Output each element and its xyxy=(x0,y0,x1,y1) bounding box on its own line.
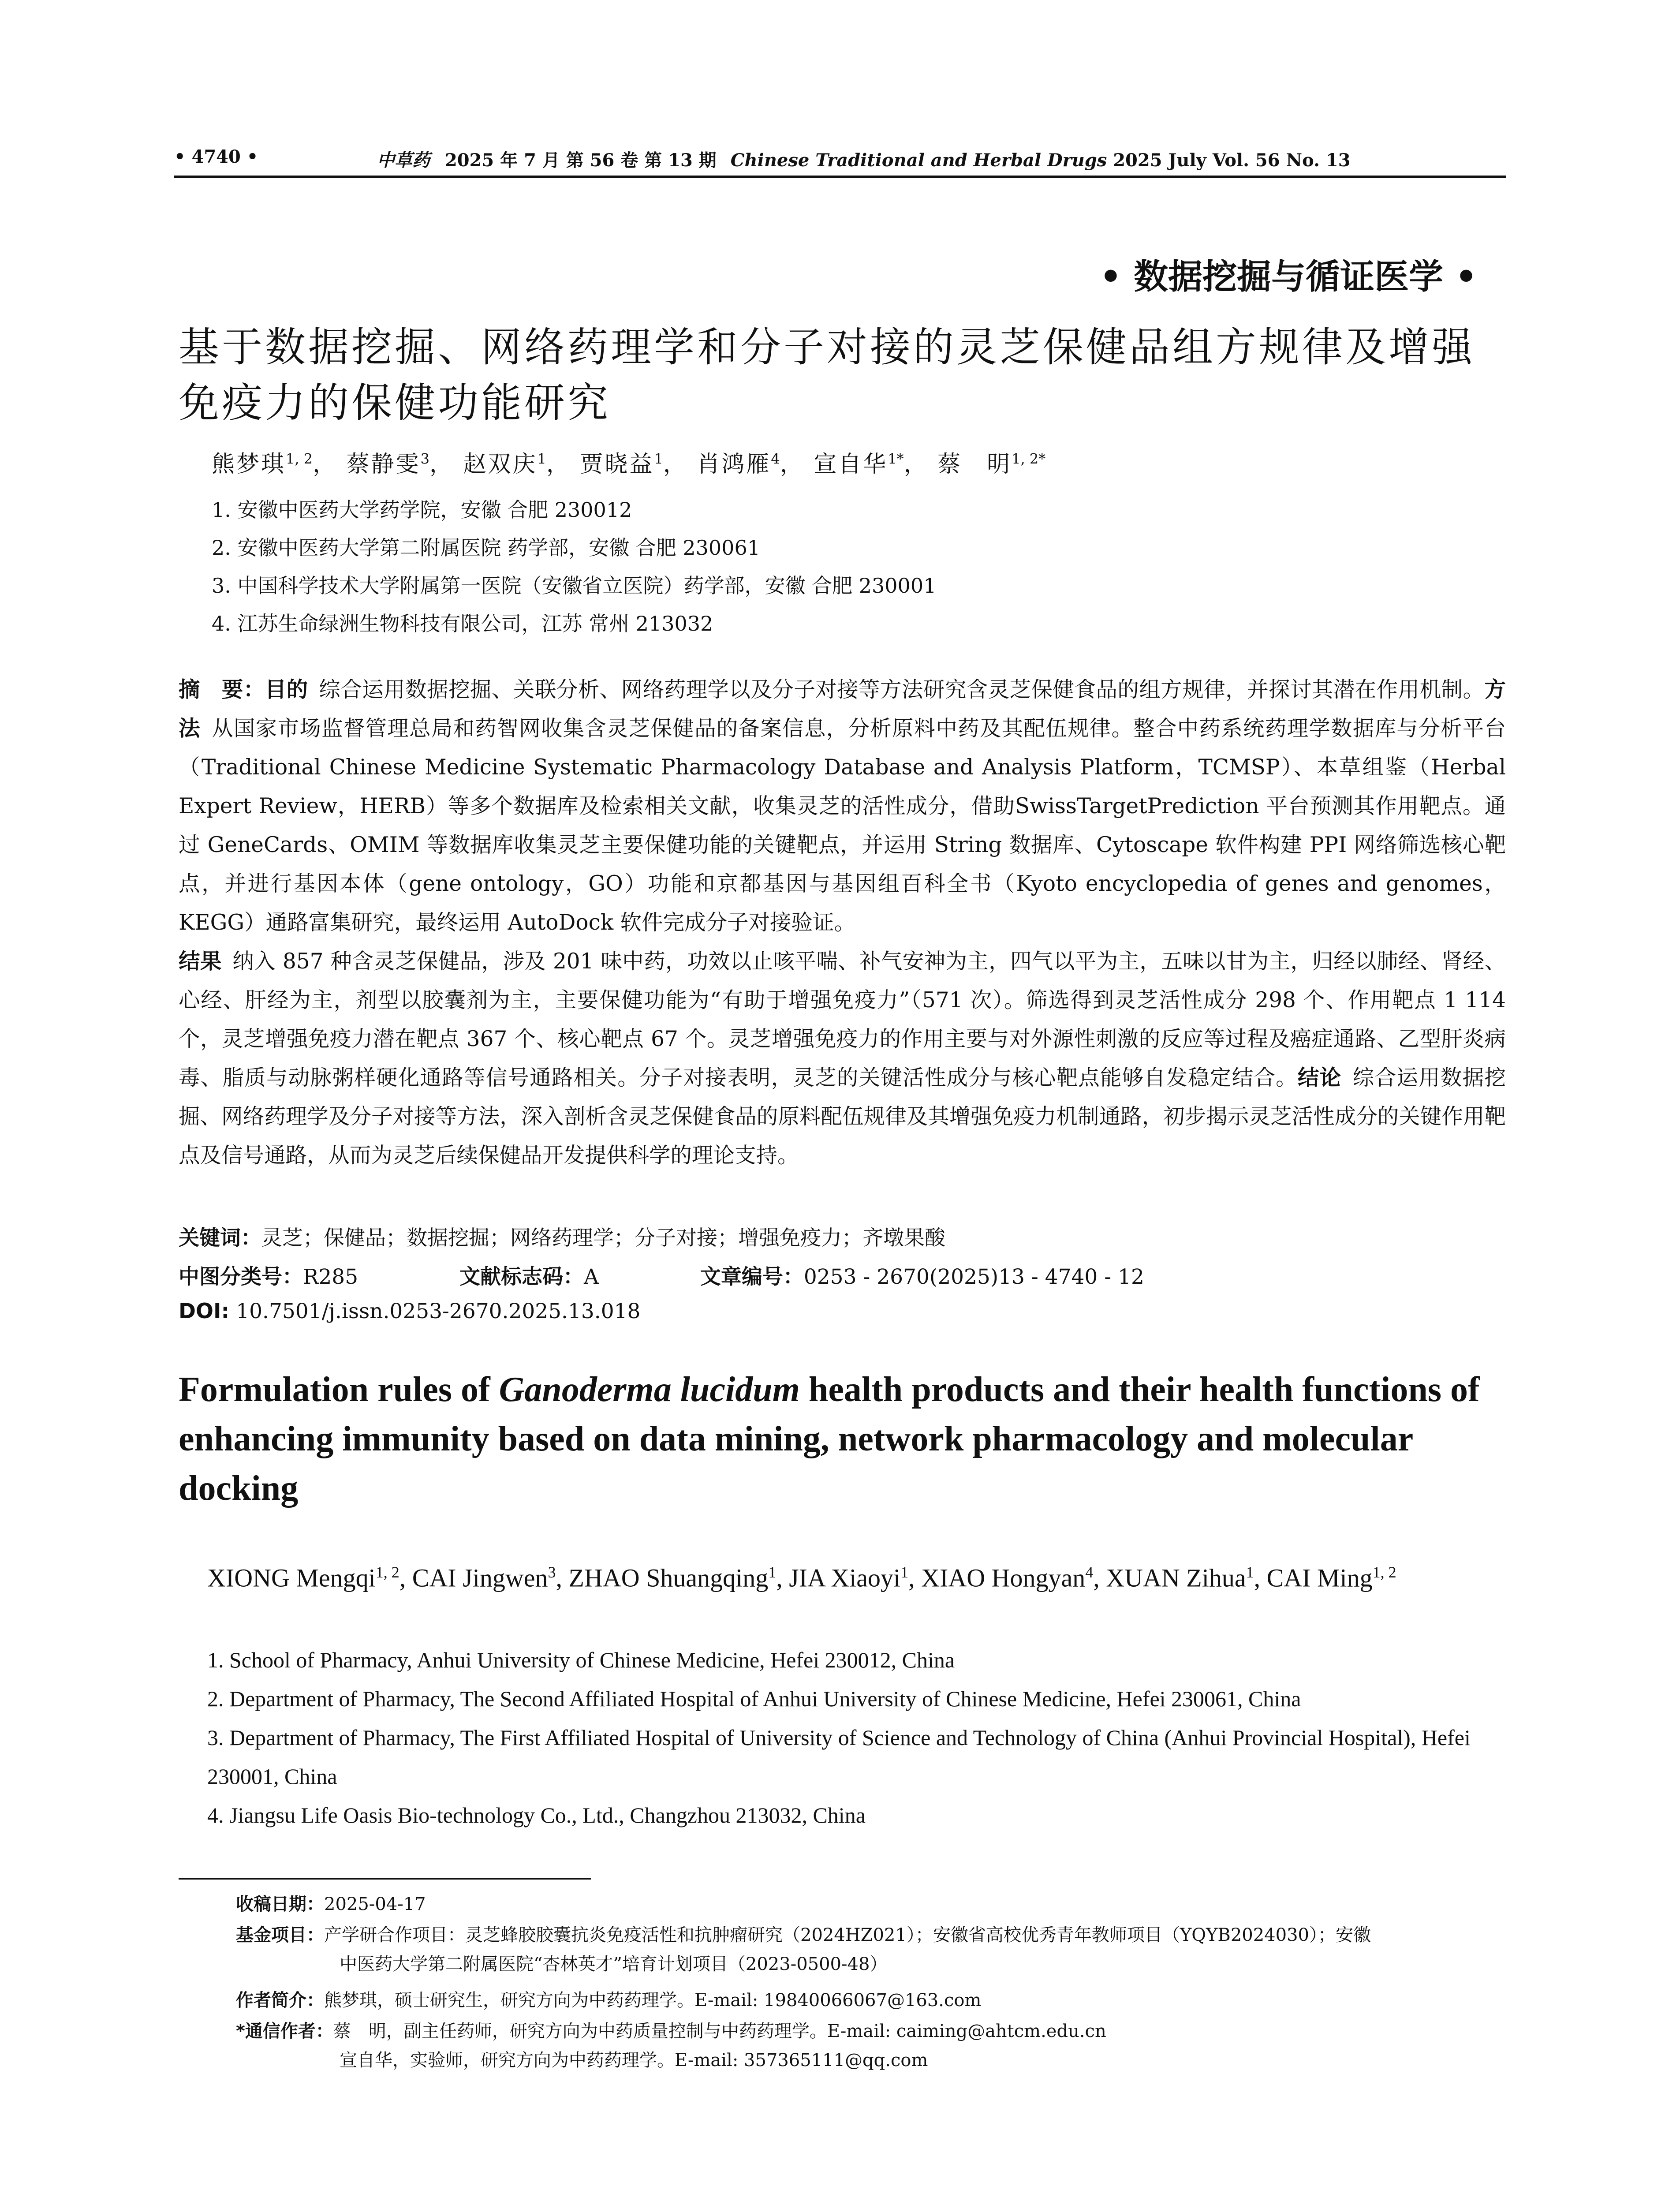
author-cn: 贾晓益 xyxy=(580,451,654,478)
keywords-label: 关键词： xyxy=(179,1226,261,1250)
author-en: CAI Ming xyxy=(1266,1563,1373,1592)
author-cn: 蔡 明 xyxy=(937,451,1012,478)
classification xyxy=(179,1260,1144,1290)
abstract-label: 摘 要： xyxy=(179,677,265,702)
footnote-bio: 作者简介：熊梦琪，硕士研究生，研究方向为中药药理学。E-mail: 19840066067@163.com xyxy=(236,1990,982,2011)
author-en: ZHAO Shuangqing xyxy=(568,1563,769,1592)
author-en: XUAN Zihua xyxy=(1106,1563,1246,1592)
conclusion-label: 结论 xyxy=(1297,1065,1342,1090)
journal-logo: 中草药 xyxy=(377,150,430,171)
authors-cn: 熊梦琪$^{1, 2}$， 蔡静雯$^3$， 赵双庆$^1$， 贾晓益$^1$， 肖鸿雁$^4$， 宣自华$^{1*}$， 蔡 明$^{1, 2*}$ xyxy=(212,450,1046,478)
header-rule xyxy=(174,176,1506,178)
author-cn: 肖鸿雁 xyxy=(697,451,771,478)
author-en: XIAO Hongyan xyxy=(921,1563,1086,1592)
footnote-received: 收稿日期：2025-04-17 xyxy=(236,1894,426,1914)
keywords-text: 灵芝；保健品；数据挖掘；网络药理学；分子对接；增强免疫力；齐墩果酸 xyxy=(261,1226,945,1250)
author-cn: 宣自华 xyxy=(814,451,888,478)
affiliation-en: 1. School of Pharmacy, Anhui University of Chinese Medicine, Hefei 230012, China xyxy=(207,1648,955,1672)
clc-value: R285 xyxy=(303,1265,358,1289)
objective-label: 目的 xyxy=(265,677,308,702)
author-cn: 蔡静雯 xyxy=(346,451,421,478)
journal-name-en: Chinese Traditional and Herbal Drugs xyxy=(730,150,1107,171)
title-en: Formulation rules of Ganoderma lucidum health products and their health functions of enhancing immunity based on data mining, network pharmacology and molecular docking xyxy=(179,1370,1480,1508)
column-tag: • 数据挖掘与循证医学 • xyxy=(1099,257,1477,297)
species-name: Ganoderma lucidum xyxy=(499,1370,800,1409)
authors-en: XIONG Mengqi$^{1, 2}$, CAI Jingwen$^3$, ZHAO Shuangqing$^1$, JIA Xiaoyi$^1$, XIAO Hongyan$^4$, XUAN Zihua$^1$, CAI Ming$^{1, 2}$ xyxy=(207,1563,1396,1592)
doi-value: 10.7501/j.issn.0253-2670.2025.13.018 xyxy=(236,1299,641,1323)
title-cn: 基于数据挖掘、网络药理学和分子对接的灵芝保健品组方规律及增强免疫力的保健功能研究 xyxy=(179,324,1475,426)
article-no-value: 0253 - 2670(2025)13 - 4740 - 12 xyxy=(803,1265,1144,1289)
doi xyxy=(179,1299,640,1323)
affiliation-en: 2. Department of Pharmacy, The Second Affiliated Hospital of Anhui University of Chinese Medicine, Hefei 230061, China xyxy=(207,1686,1301,1711)
author-cn: 赵双庆 xyxy=(463,451,538,478)
article-no-label: 文章编号： xyxy=(700,1265,804,1289)
results-label: 结果 xyxy=(179,949,222,974)
author-en: JIA Xiaoyi xyxy=(789,1563,901,1592)
author-en: CAI Jingwen xyxy=(412,1563,548,1592)
issue-cn: 2025 年 7 月 第 56 卷 第 13 期 xyxy=(444,150,717,171)
methods-text: 从国家市场监督管理总局和药智网收集含灵芝保健品的备案信息，分析原料中药及其配伍规律。整合中药系统药理学数据库与分析平台（Traditional Chinese Medicine Systematic Pharmacology Database and Analysis Platform，TCMSP）、本草组鉴（Herbal Expert Review，HERB）等多个数据库及检索相关文献，收集灵芝的活性成分，借助SwissTargetPrediction 平台预测其作用靶点。通过 GeneCards、OMIM 等数据库收集灵芝主要保健功能的关键靶点，并运用 String 数据库、Cytoscape 软件构建 PPI 网络筛选核心靶点，并进行基因本体（gene ontology，GO）功能和京都基因与基因组百科全书（Kyoto encyclopedia of genes and genomes，KEGG）通路富集研究，最终运用 AutoDock 软件完成分子对接验证。 xyxy=(179,716,1506,935)
keywords xyxy=(179,1222,945,1251)
footnote-correspondence: *通信作者：蔡 明，副主任药师，研究方向为中药质量控制与中药药理学。E-mail: caiming@ahtcm.edu.cn 宣自华，实验师，研究方向为中药药理学。E-mail: 357365111@qq.com xyxy=(236,2021,1106,2070)
page-number: • 4740 • xyxy=(174,146,258,167)
footnote-fund: 基金项目：产学研合作项目：灵芝蜂胶胶囊抗炎免疫活性和抗肿瘤研究（2024HZ021）；安徽省高校优秀青年教师项目（YQYB2024030）；安徽 中医药大学第二附属医院“杏林英才”培育计划项目（2023-0500-48） xyxy=(236,1925,1371,1974)
running-header xyxy=(174,146,1506,177)
affiliation-cn: 3. 中国科学技术大学附属第一医院（安徽省立医院）药学部，安徽 合肥 230001 xyxy=(212,574,937,598)
doi-label: DOI: xyxy=(179,1299,230,1323)
affiliation-cn: 4. 江苏生命绿洲生物科技有限公司，江苏 常州 213032 xyxy=(212,612,713,635)
methods-label: 方法 xyxy=(179,677,1506,741)
doc-code-value: A xyxy=(584,1265,599,1289)
doc-code-label: 文献标志码： xyxy=(459,1265,584,1289)
affiliation-en: 3. Department of Pharmacy, The First Affiliated Hospital of University of Science and Technology of China (Anhui Provincial Hospital), Hefei 230001, China xyxy=(207,1725,1471,1789)
conclusion-text: 综合运用数据挖掘、网络药理学及分子对接等方法，深入剖析含灵芝保健食品的原料配伍规律及其增强免疫力机制通路，初步揭示灵芝活性成分的关键作用靶点及信号通路，从而为灵芝后续保健品开发提供科学的理论支持。 xyxy=(179,1065,1506,1168)
affiliation-cn: 1. 安徽中医药大学药学院，安徽 合肥 230012 xyxy=(212,498,632,522)
results-text: 纳入 857 种含灵芝保健品，涉及 201 味中药，功效以止咳平喘、补气安神为主，四气以平为主，五味以甘为主，归经以肺经、肾经、心经、肝经为主，剂型以胶囊剂为主，主要保健功能为“有助于增强免疫力”（571 次）。筛选得到灵芝活性成分 298 个、作用靶点 1 114 个，灵芝增强免疫力潜在靶点 367 个、核心靶点 67 个。灵芝增强免疫力的作用主要与对外源性刺激的反应等过程及癌症通路、乙型肝炎病毒、脂质与动脉粥样硬化通路等信号通路相关。分子对接表明，灵芝的关键活性成分与核心靶点能够自发稳定结合。 xyxy=(179,949,1506,1090)
author-cn: 熊梦琪 xyxy=(212,451,286,478)
affiliation-en: 4. Jiangsu Life Oasis Bio-technology Co., Ltd., Changzhou 213032, China xyxy=(207,1803,866,1828)
affiliation-cn: 2. 安徽中医药大学第二附属医院 药学部，安徽 合肥 230061 xyxy=(212,536,760,560)
issue-en: 2025 July Vol. 56 No. 13 xyxy=(1113,150,1351,171)
footnote-rule xyxy=(179,1878,591,1880)
abstract xyxy=(179,670,1506,1175)
clc-label: 中图分类号： xyxy=(179,1265,303,1289)
author-en: XIONG Mengqi xyxy=(207,1563,376,1592)
objective-text: 综合运用数据挖掘、关联分析、网络药理学以及分子对接等方法研究含灵芝保健食品的组方规律，并探讨其潜在作用机制。 xyxy=(318,677,1485,702)
